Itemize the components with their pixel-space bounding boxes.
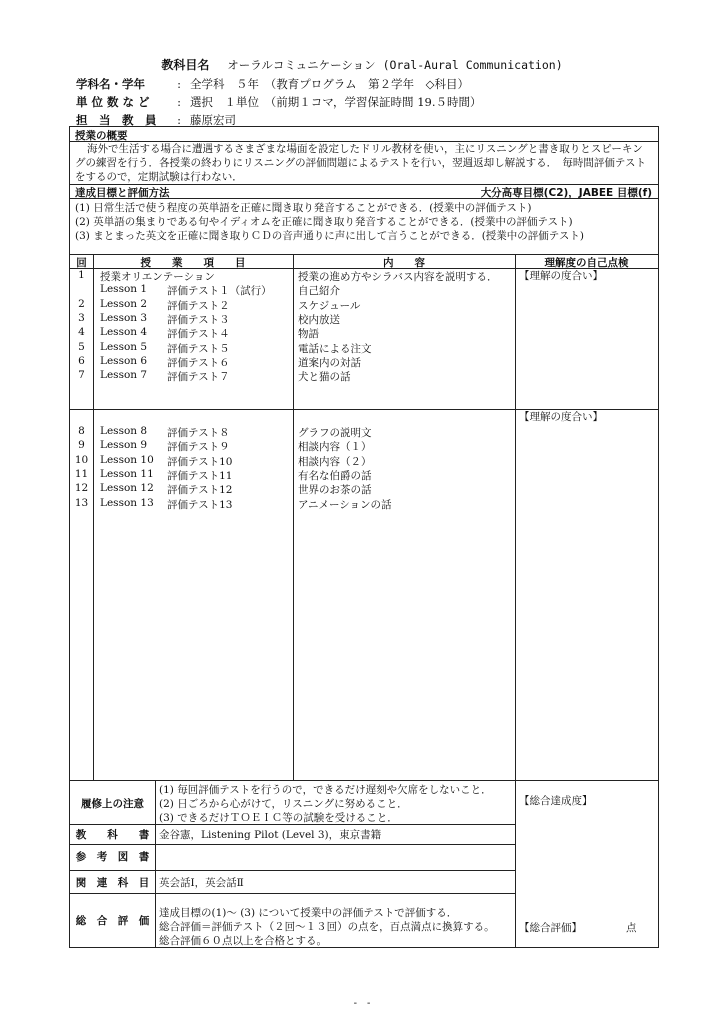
col-header-content: 内 容 xyxy=(383,257,425,269)
session-item: Lesson 8 xyxy=(100,425,148,437)
session-test: 評価テスト８ xyxy=(167,427,230,439)
final-evaluation-label: 【総合評価】 xyxy=(519,922,582,934)
session-number: 9 xyxy=(78,439,85,452)
session-item: Lesson 9 xyxy=(100,439,148,452)
evaluation-item: 総合評価＝評価テスト（２回～１３回）の点を，百点満点に換算する。 xyxy=(159,921,495,933)
session-number: 5 xyxy=(78,340,85,353)
session-number: 3 xyxy=(78,311,85,324)
session-content: 相談内容（１） xyxy=(298,441,372,454)
note-item: (3) できるだけＴＯＥＩＣ等の試験を受けること． xyxy=(159,812,398,824)
textbook-label: 教 科 書 xyxy=(75,829,150,841)
session-number: 2 xyxy=(78,297,85,310)
course-title xyxy=(0,56,724,73)
evaluation-item: 総合評価６０点以上を合格とする。 xyxy=(159,935,327,947)
evaluation-label: 総 合 評 価 xyxy=(75,915,150,927)
info-teacher: 担 当 教 員 : 藤原宏司 xyxy=(76,113,236,127)
session-item: Lesson 5 xyxy=(100,340,148,353)
session-content: スケジュール xyxy=(298,299,361,312)
info-credits: 単 位 数 な ど : 選択 １単位 （前期１コマ，学習保証時間 19.５時間） xyxy=(76,95,482,109)
info-teacher-key: 担 当 教 員 xyxy=(76,113,157,127)
session-number: 13 xyxy=(74,496,89,509)
session-number: 10 xyxy=(74,453,89,466)
session-content: 電話による注文 xyxy=(298,342,372,355)
session-test: 評価テスト５ xyxy=(167,342,230,355)
session-item: Lesson 7 xyxy=(100,369,148,382)
info-teacher-value: 藤原宏司 xyxy=(190,113,236,127)
session-item: Lesson 12 xyxy=(100,482,154,495)
session-item: Lesson 2 xyxy=(100,297,148,310)
session-content: アニメーションの話 xyxy=(298,498,392,511)
session-test: 評価テスト13 xyxy=(167,498,233,511)
understanding-label: 【理解の度合い】 xyxy=(519,411,603,423)
session-content: 相談内容（２） xyxy=(298,455,372,468)
session-item: Lesson 10 xyxy=(100,453,154,466)
session-number: 11 xyxy=(74,467,89,480)
session-number: 7 xyxy=(78,369,85,382)
session-content: 犬と猫の話 xyxy=(298,371,351,384)
col-header-check: 理解度の自己点検 xyxy=(544,257,629,269)
achievement-label: 【総合達成度】 xyxy=(519,795,593,807)
session-test: 評価テスト９ xyxy=(167,441,230,454)
session-number: 1 xyxy=(78,269,85,281)
session-test: 評価テスト11 xyxy=(167,469,233,482)
related-value: 英会話Ⅰ，英会話Ⅱ xyxy=(159,877,244,889)
info-department-key: 学科名・学年 xyxy=(76,77,145,91)
session-number: 8 xyxy=(78,425,85,437)
session-content: 物語 xyxy=(298,328,319,341)
session-content: 授業の進め方やシラバス内容を説明する． xyxy=(298,271,498,283)
goal-item: (2) 英単語の集まりである句やイディオムを正確に聞き取り発音することができる．(授業中の評価テスト) xyxy=(75,216,573,228)
session-item: Lesson 6 xyxy=(100,354,148,367)
session-test: 評価テスト10 xyxy=(167,455,233,468)
goals-target: 大分高専目標(C2)，JABEE 目標(f) xyxy=(480,187,652,199)
session-content: 世界のお茶の話 xyxy=(298,484,372,497)
goal-item: (1) 日常生活で使う程度の英単語を正確に聞き取り発音することができる．(授業中の評価テスト) xyxy=(75,202,532,214)
syllabus-table xyxy=(69,126,659,948)
reference-label: 参 考 図 書 xyxy=(75,851,150,863)
session-test: 評価テスト７ xyxy=(167,371,230,384)
session-item: 授業オリエンテーション xyxy=(100,271,215,283)
col-header-item: 授 業 項 目 xyxy=(140,257,246,269)
session-item: Lesson 11 xyxy=(100,467,154,480)
session-content: 校内放送 xyxy=(298,313,340,326)
session-content: 自己紹介 xyxy=(298,285,340,298)
session-item: Lesson 4 xyxy=(100,326,148,339)
evaluation-item: 達成目標の(1)～ (3) について授業中の評価テストで評価する． xyxy=(159,907,458,919)
session-content: 道案内の対話 xyxy=(298,356,361,369)
note-item: (2) 日ごろから心がけて，リスニングに努めること． xyxy=(159,798,408,810)
overview-text: 海外で生活する場合に遭遇するさまざまな場面を設定したドリル教材を使い，主にリスニングと書き取りとスピーキングの練習を行う．各授業の終わりにリスニングの評価問題によるテストを行い，翌週返却し解説する． 毎時間評価テストをするので，定期試験は行わない． xyxy=(75,143,646,183)
info-credits-key: 単 位 数 な ど xyxy=(76,95,150,109)
session-test: 評価テスト１（試行） xyxy=(167,285,272,298)
session-item: Lesson 13 xyxy=(100,496,154,509)
overview-title: 授業の概要 xyxy=(75,130,128,142)
session-content: グラフの説明文 xyxy=(298,427,372,439)
course-name: オーラルコミュニケーション (Oral-Aural Communication) xyxy=(227,58,563,72)
points-label: 点 xyxy=(626,922,637,934)
info-department: 学科名・学年 : 全学科 ５年 （教育プログラム 第２学年 ◇科目） xyxy=(76,77,469,91)
goal-item: (3) まとまった英文を正確に聞き取りＣＤの音声通りに声に出して言うことができる．(授業中の評価テスト) xyxy=(75,230,584,242)
textbook-value: 金谷憲，Listening Pilot (Level 3)，東京書籍 xyxy=(159,829,382,841)
session-item: Lesson 1 xyxy=(100,283,148,296)
note-item: (1) 毎回評価テストを行うので，できるだけ遅刻や欠席をしないこと． xyxy=(159,784,492,796)
session-item: Lesson 3 xyxy=(100,311,148,324)
session-content: 有名な伯爵の話 xyxy=(298,469,372,482)
page-mark: - - xyxy=(353,998,371,1009)
goals-title: 達成目標と評価方法 xyxy=(75,187,170,199)
session-number: 12 xyxy=(74,482,89,495)
understanding-label: 【理解の度合い】 xyxy=(519,270,603,282)
col-header-num: 回 xyxy=(76,257,87,269)
course-label: 教科目名 xyxy=(161,58,210,72)
info-credits-value: 選択 １単位 （前期１コマ，学習保証時間 19.５時間） xyxy=(190,95,482,109)
session-test: 評価テスト６ xyxy=(167,356,230,369)
session-test: 評価テスト３ xyxy=(167,313,230,326)
session-number: 4 xyxy=(78,326,85,339)
info-department-value: 全学科 ５年 （教育プログラム 第２学年 ◇科目） xyxy=(190,77,469,91)
session-test: 評価テスト４ xyxy=(167,328,230,341)
notes-label: 履修上の注意 xyxy=(81,798,144,810)
session-test: 評価テスト12 xyxy=(167,484,233,497)
session-test: 評価テスト２ xyxy=(167,299,230,312)
session-number: 6 xyxy=(78,354,85,367)
related-label: 関 連 科 目 xyxy=(75,877,150,889)
